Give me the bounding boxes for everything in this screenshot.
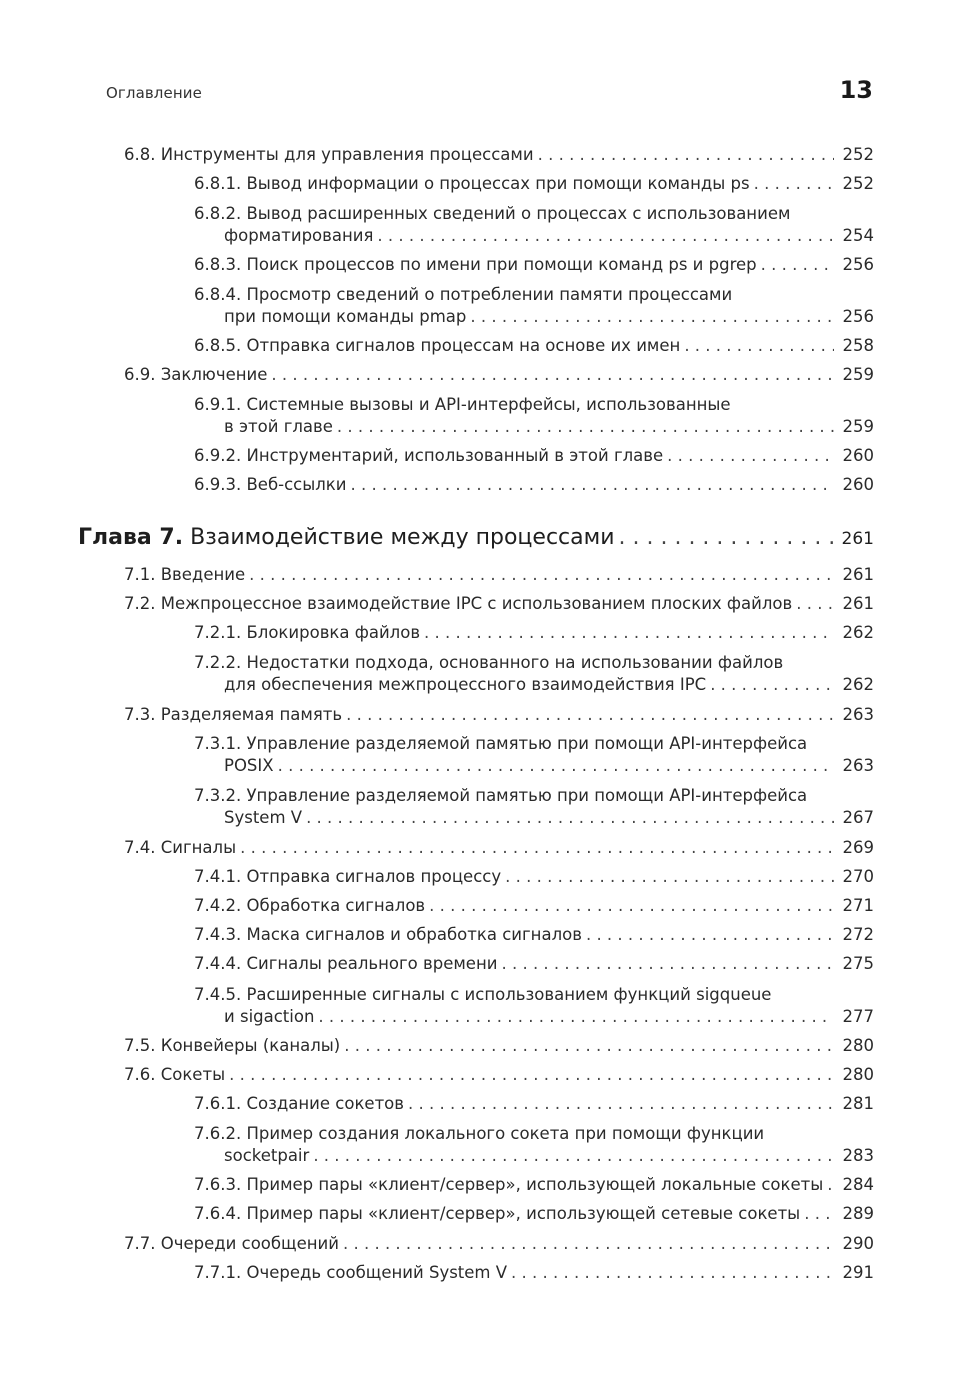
toc-entry-title: socketpair: [224, 1146, 310, 1165]
dot-leader: [408, 1093, 834, 1115]
toc-entry-7-5[interactable]: [124, 1035, 874, 1057]
toc-entry-7-6-4[interactable]: [194, 1203, 874, 1225]
toc-entry-page: 252: [842, 174, 874, 193]
dot-leader: [538, 144, 834, 166]
toc-entry-title: 7.7. Очереди сообщений: [124, 1234, 339, 1253]
toc-entry-title: 7.1. Введение: [124, 565, 246, 584]
toc-entry-7-6-3[interactable]: [194, 1174, 874, 1196]
toc-entry-page: 254: [842, 226, 874, 245]
toc-entry-title: в этой главе: [224, 417, 333, 436]
toc-entry-title: 6.8. Инструменты для управления процессами: [124, 145, 534, 164]
dot-leader: [619, 524, 834, 552]
toc-entry-page: 252: [842, 145, 874, 164]
dot-leader: [684, 335, 834, 357]
toc-entry-7-2-1[interactable]: [194, 622, 874, 644]
toc-entry-6-9-2[interactable]: [194, 445, 874, 467]
toc-entry-title: 6.8.5. Отправка сигналов процессам на основе их имен: [194, 336, 681, 355]
toc-entry-title-line: 6.9.1. Системные вызовы и API-интерфейсы, использованные: [194, 395, 731, 414]
toc-entry-page: 258: [842, 336, 874, 355]
dot-leader: [761, 254, 834, 276]
toc-entry-title: 7.4. Сигналы: [124, 838, 237, 857]
dot-leader: [754, 173, 834, 195]
toc-entry-page: 290: [842, 1234, 874, 1253]
toc-entry-7-6-1[interactable]: [194, 1093, 874, 1115]
dot-leader: [511, 1262, 834, 1284]
toc-entry-7-3-2[interactable]: [194, 785, 874, 829]
dot-leader: [229, 1064, 834, 1086]
toc-entry-page: 261: [842, 594, 874, 613]
toc-entry-7-7-1[interactable]: [194, 1262, 874, 1284]
dot-leader: [827, 1174, 834, 1196]
toc-entry-7-2[interactable]: [124, 593, 874, 615]
chapter-label: Глава 7.: [78, 525, 184, 550]
toc-entry-page: 256: [842, 255, 874, 274]
toc-entry-title: 6.8.1. Вывод информации о процессах при помощи команды ps: [194, 174, 750, 193]
dot-leader: [346, 704, 834, 726]
toc-entry-page: 280: [842, 1036, 874, 1055]
dot-leader: [470, 306, 834, 328]
toc-entry-page: 261: [841, 529, 874, 549]
toc-entry-7-3[interactable]: [124, 704, 874, 726]
dot-leader: [343, 1233, 834, 1255]
chapter-heading: [78, 524, 615, 552]
toc-entry-title: 7.6.1. Создание сокетов: [194, 1094, 405, 1113]
toc-entry-6-8[interactable]: [124, 144, 874, 166]
dot-leader: [586, 924, 834, 946]
toc-entry-title: 7.2.1. Блокировка файлов: [194, 623, 421, 642]
toc-entry-page: 256: [842, 307, 874, 326]
dot-leader: [796, 593, 834, 615]
toc-entry-6-8-2[interactable]: [194, 203, 874, 247]
toc-entry-7-1[interactable]: [124, 564, 874, 586]
toc-entry-title: 7.3. Разделяемая память: [124, 705, 343, 724]
toc-entry-title: форматирования: [224, 226, 374, 245]
toc-entry-title: 6.9. Заключение: [124, 365, 268, 384]
toc-entry-title-line: 7.4.5. Расширенные сигналы с использованием функций sigqueue: [194, 985, 772, 1004]
toc-entry-7-4-1[interactable]: [194, 866, 874, 888]
dot-leader: [337, 416, 834, 438]
toc-entry-page: 259: [842, 417, 874, 436]
toc-entry-title: 7.2. Межпроцессное взаимодействие IPC с использованием плоских файлов: [124, 594, 793, 613]
toc-entry-page: 284: [842, 1175, 874, 1194]
toc-entry-7-6[interactable]: [124, 1064, 874, 1086]
dot-leader: [240, 837, 834, 859]
toc-entry-page: 269: [842, 838, 874, 857]
dot-leader: [318, 1006, 834, 1028]
toc-entry-title: 7.4.1. Отправка сигналов процессу: [194, 867, 502, 886]
toc-entry-7-4-3[interactable]: [194, 924, 874, 946]
dot-leader: [271, 364, 834, 386]
toc-entry-title-line: 6.8.4. Просмотр сведений о потреблении памяти процессами: [194, 285, 733, 304]
toc-entry-page: 275: [842, 954, 874, 973]
toc-entry-7-7[interactable]: [124, 1233, 874, 1255]
toc-entry-title: 7.4.4. Сигналы реального времени: [194, 954, 498, 973]
toc-entry-page: 263: [842, 705, 874, 724]
toc-entry-page: 270: [842, 867, 874, 886]
toc-entry-page: 271: [842, 896, 874, 915]
toc-entry-page: 263: [842, 756, 874, 775]
toc-entry-title: 6.9.2. Инструментарий, использованный в этой главе: [194, 446, 664, 465]
toc-entry-title: 6.9.3. Веб-ссылки: [194, 475, 347, 494]
toc-entry-title: при помощи команды pmap: [224, 307, 467, 326]
toc-entry-title-line: 6.8.2. Вывод расширенных сведений о процессах с использованием: [194, 204, 791, 223]
toc-entry-page: 272: [842, 925, 874, 944]
toc-entry-page: 262: [842, 623, 874, 642]
toc-entry-6-8-5[interactable]: [194, 335, 874, 357]
dot-leader: [667, 445, 834, 467]
toc-entry-6-8-4[interactable]: [194, 284, 874, 328]
toc-entry-page: 259: [842, 365, 874, 384]
toc-entry-6-8-1[interactable]: [194, 173, 874, 195]
toc-entry-title-line: 7.3.2. Управление разделяемой памятью при помощи API-интерфейса: [194, 786, 808, 805]
toc-entry-page: 281: [842, 1094, 874, 1113]
toc-entry-title: System V: [224, 808, 303, 827]
toc-entry-6-9-3[interactable]: [194, 474, 874, 496]
toc-entry-7-6-2[interactable]: [194, 1123, 874, 1167]
toc-entry-page: 291: [842, 1263, 874, 1282]
toc-entry-page: 260: [842, 475, 874, 494]
toc-chapter-7[interactable]: [78, 524, 874, 553]
toc-entry-7-4-5[interactable]: [194, 984, 874, 1028]
toc-entry-title-line: 7.3.1. Управление разделяемой памятью при помощи API-интерфейса: [194, 734, 808, 753]
toc-entry-title: 7.7.1. Очередь сообщений System V: [194, 1263, 508, 1282]
toc-entry-title-line: 7.2.2. Недостатки подхода, основанного на использовании файлов: [194, 653, 784, 672]
toc-entry-title: POSIX: [224, 756, 274, 775]
toc-entry-6-8-3[interactable]: [194, 254, 874, 276]
dot-leader: [429, 895, 834, 917]
toc-entry-title: и sigaction: [224, 1007, 315, 1026]
toc-entry-7-2-2[interactable]: [194, 652, 874, 696]
toc-entry-title: 7.6. Сокеты: [124, 1065, 226, 1084]
toc-entry-page: 280: [842, 1065, 874, 1084]
page-number: 13: [839, 76, 873, 104]
toc-entry-page: 267: [842, 808, 874, 827]
dot-leader: [804, 1203, 834, 1225]
toc-entry-page: 260: [842, 446, 874, 465]
toc-entry-7-4[interactable]: [124, 837, 874, 859]
toc-entry-page: 262: [842, 675, 874, 694]
dot-leader: [350, 474, 834, 496]
dot-leader: [278, 755, 834, 777]
toc-entry-7-3-1[interactable]: [194, 733, 874, 777]
toc-entry-title: 7.6.3. Пример пары «клиент/сервер», использующей локальные сокеты: [194, 1175, 824, 1194]
toc-entry-7-4-2[interactable]: [194, 895, 874, 917]
dot-leader: [306, 807, 834, 829]
toc-entry-page: 289: [842, 1204, 874, 1223]
dot-leader: [344, 1035, 834, 1057]
dot-leader: [313, 1145, 834, 1167]
toc-entry-title: 7.4.2. Обработка сигналов: [194, 896, 426, 915]
running-head: Оглавление: [106, 84, 202, 102]
dot-leader: [710, 674, 834, 696]
dot-leader: [249, 564, 834, 586]
toc-entry-page: 277: [842, 1007, 874, 1026]
toc-entry-page: 261: [842, 565, 874, 584]
toc-entry-title: 7.4.3. Маска сигналов и обработка сигналов: [194, 925, 582, 944]
dot-leader: [501, 953, 834, 975]
chapter-title: Взаимодействие между процессами: [190, 525, 615, 550]
toc-entry-title: 6.8.3. Поиск процессов по имени при помощи команд ps и pgrep: [194, 255, 757, 274]
toc-entry-7-4-4[interactable]: [194, 953, 874, 975]
toc-entry-title: 7.6.4. Пример пары «клиент/сервер», использующей сетевые сокеты: [194, 1204, 801, 1223]
toc-entry-6-9[interactable]: [124, 364, 874, 386]
toc-entry-6-9-1[interactable]: [194, 394, 874, 438]
dot-leader: [505, 866, 834, 888]
toc-entry-title-line: 7.6.2. Пример создания локального сокета при помощи функции: [194, 1124, 765, 1143]
dot-leader: [424, 622, 834, 644]
toc-entry-title: 7.5. Конвейеры (каналы): [124, 1036, 341, 1055]
toc-entry-page: 283: [842, 1146, 874, 1165]
dot-leader: [377, 225, 834, 247]
toc-entry-title: для обеспечения межпроцессного взаимодействия IPC: [224, 675, 707, 694]
